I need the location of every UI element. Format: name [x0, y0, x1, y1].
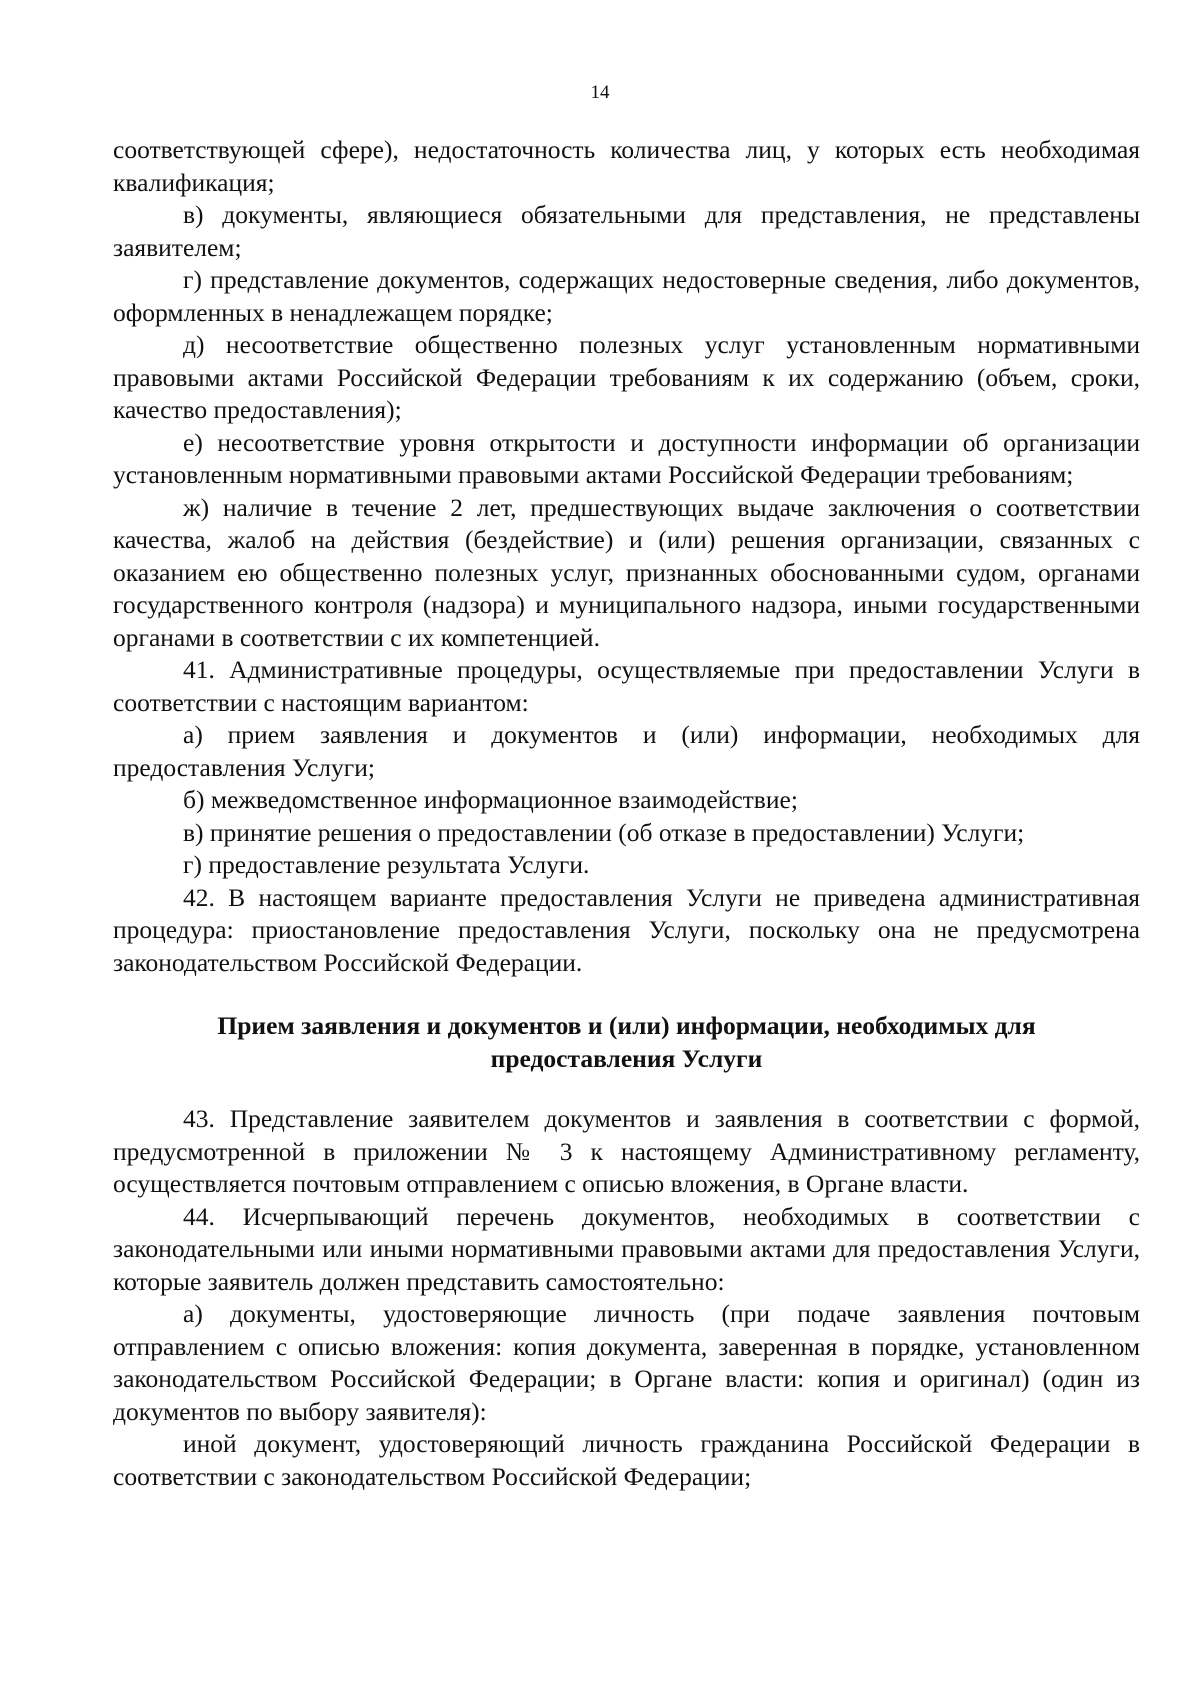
- paragraphs-bottom: [113, 1103, 1140, 1493]
- paragraph: в) принятие решения о предоставлении (об отказе в предоставлении) Услуги;: [183, 817, 1025, 847]
- paragraph: соответствующей сфере), недостаточность количества лиц, у которых есть необходимая квалификация;: [113, 135, 1140, 197]
- section-heading: Прием заявления и документов и (или) информации, необходимых для предоставления Услуги: [217, 1011, 1036, 1073]
- paragraph: ж) наличие в течение 2 лет, предшествующих выдаче заключения о соответствии качества, жалоб на действия (бездействие) и (или) решения организации, связанных с оказанием ею общественно полезных услуг, признанных обоснованными судом, органами государственного контроля (надзора) и муниципального надзора, иными государственными органами в соответствии с их компетенцией.: [113, 492, 1140, 652]
- page-number: 14: [590, 82, 610, 103]
- paragraph: а) прием заявления и документов и (или) информации, необходимых для предоставления Услуги;: [113, 720, 1140, 782]
- paragraph: е) несоответствие уровня открытости и доступности информации об организации установленным нормативными правовыми актами Российской Федерации требованиям;: [113, 427, 1140, 489]
- paragraph: в) документы, являющиеся обязательными для представления, не представлены заявителем;: [113, 200, 1140, 262]
- paragraph: 41. Административные процедуры, осуществляемые при предоставлении Услуги в соответствии с настоящим вариантом:: [113, 655, 1140, 717]
- paragraphs-top: [113, 134, 1140, 979]
- paragraph: д) несоответствие общественно полезных услуг установленным нормативными правовыми актами Российской Федерации требованиям к их содержанию (объем, сроки, качество предоставления);: [113, 330, 1140, 424]
- paragraph: 43. Представление заявителем документов и заявления в соответствии с формой, предусмотренной в приложении № 3 к настоящему Административному регламенту, осуществляется почтовым отправлением с описью вложения, в Органе власти.: [113, 1104, 1140, 1198]
- paragraph: г) представление документов, содержащих недостоверные сведения, либо документов, оформленных в ненадлежащем порядке;: [113, 265, 1140, 327]
- paragraph: г) предоставление результата Услуги.: [183, 850, 590, 879]
- paragraph: б) межведомственное информационное взаимодействие;: [183, 785, 798, 814]
- paragraph: а) документы, удостоверяющие личность (при подаче заявления почтовым отправлением с описью вложения: копия документа, заверенная в порядке, установленном законодательством Российской Федерации; в Органе власти: копия и оригинал) (один из документов по выбору заявителя):: [113, 1299, 1140, 1426]
- paragraph: иной документ, удостоверяющий личность гражданина Российской Федерации в соответствии с законодательством Российской Федерации;: [113, 1429, 1140, 1491]
- paragraph: 42. В настоящем варианте предоставления Услуги не приведена административная процедура: приостановление предоставления Услуги, поскольку она не предусмотрена законодательством Российской Федерации.: [113, 882, 1140, 977]
- paragraph: 44. Исчерпывающий перечень документов, необходимых в соответствии с законодательными или иными нормативными правовыми актами для предоставления Услуги, которые заявитель должен представить самостоятельно:: [113, 1201, 1140, 1296]
- document-body: [113, 134, 1140, 1493]
